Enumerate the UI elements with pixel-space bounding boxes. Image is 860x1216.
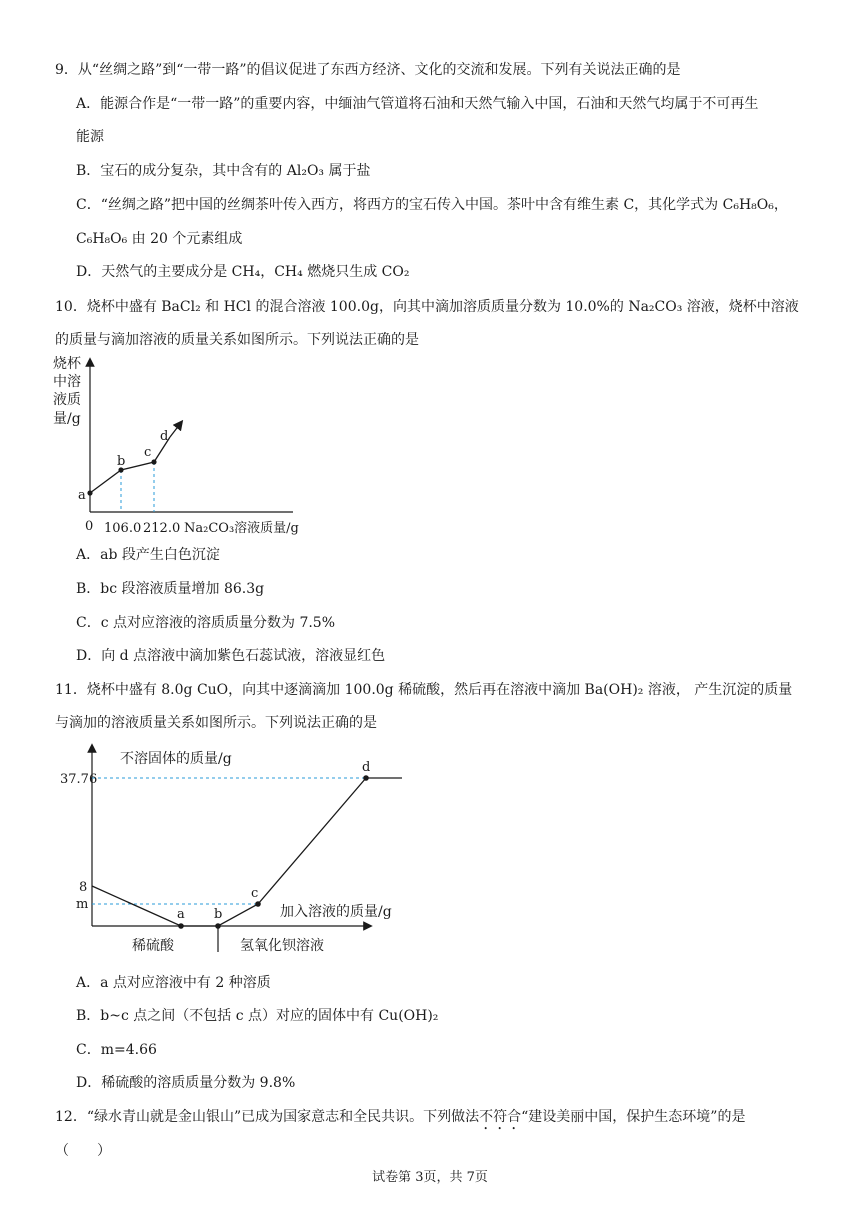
q11-point-a <box>178 923 184 929</box>
q10-option-a: A．ab 段产生白色沉淀 <box>76 547 220 563</box>
q11-label-a: a <box>177 907 185 922</box>
q11-label-b: b <box>214 907 223 922</box>
q11-label-d: d <box>362 760 371 775</box>
q12-answer-paren: （ ） <box>55 1143 111 1159</box>
q12-stem-post: “建设美丽中国，保护生态环境”的是 <box>521 1109 746 1125</box>
q9-option-a: A．能源合作是“一带一路”的重要内容，中缅油气管道将石油和天然气输入中国，石油和天然气均属于不可再生 <box>76 96 759 112</box>
q10-label-c: c <box>144 445 152 460</box>
q10-option-c: C．c 点对应溶液的溶质质量分数为 7.5% <box>76 615 336 631</box>
q10-curve-arrow <box>170 424 180 437</box>
q10-label-d: d <box>160 429 169 444</box>
q9-option-b: B．宝石的成分复杂，其中含有的 Al₂O₃ 属于盐 <box>76 163 371 179</box>
q10-ylabel-line: 量/g <box>53 411 81 427</box>
q10-option-d: D．向 d 点溶液中滴加紫色石蕊试液，溶液显红色 <box>76 648 386 664</box>
q11-label-c: c <box>251 886 259 901</box>
q11-option-b: B．b~c 点之间（不包括 c 点）对应的固体中有 Cu(OH)₂ <box>76 1008 439 1024</box>
q11-chart <box>60 740 415 962</box>
q10-label-b: b <box>117 454 126 469</box>
q10-xtick-106: 106.0 <box>104 521 142 536</box>
q11-ytick-37: 37.76 <box>60 772 98 787</box>
q9-stem: 9．从“丝绸之路”到“一带一路”的倡议促进了东西方经济、文化的交流和发展。下列有关说法正确的是 <box>55 62 681 78</box>
q9-option-a-cont: 能源 <box>76 129 104 145</box>
page-footer: 试卷第 3页，共 7页 <box>372 1170 488 1185</box>
q11-point-d <box>363 775 369 781</box>
q10-curve <box>90 437 170 493</box>
q11-ytick-8: 8 <box>79 880 88 895</box>
q10-stem: 10．烧杯中盛有 BaCl₂ 和 HCl 的混合溶液 100.0g，向其中滴加溶质质量分数为 10.0%的 Na₂CO₃ 溶液，烧杯中溶液 <box>55 299 799 315</box>
q10-y-axis-label <box>53 355 82 427</box>
q10-point-c <box>151 459 156 464</box>
q12-stem-pre: 12．“绿水青山就是金山银山”已成为国家意志和全民共识。下列做法 <box>55 1109 480 1125</box>
q11-ytick-m: m <box>76 897 89 912</box>
q10-ylabel-line: 烧杯 <box>53 356 81 372</box>
q11-region-baoh: 氢氧化钡溶液 <box>240 938 324 954</box>
q10-origin-label: 0 <box>85 519 94 534</box>
q10-option-b: B．bc 段溶液质量增加 86.3g <box>76 581 265 597</box>
q10-ylabel-line: 中溶 <box>53 374 81 390</box>
q10-point-a <box>87 490 92 495</box>
q9-option-c: C．“丝绸之路”把中国的丝绸茶叶传入西方，将西方的宝石传入中国。茶叶中含有维生素 C，其化学式为 C₆H₈O₆， <box>76 197 788 213</box>
q12-stem <box>55 1107 745 1133</box>
q10-x-axis-label: Na₂CO₃溶液质量/g <box>184 521 299 536</box>
q12-stem-emphasis: 不符合 <box>479 1109 522 1125</box>
q10-xtick-212: 212.0 <box>143 521 181 536</box>
q10-label-a: a <box>78 488 86 503</box>
q9-option-c-cont: C₆H₈O₆ 由 20 个元素组成 <box>76 231 243 247</box>
q11-option-c: C．m=4.66 <box>76 1042 157 1058</box>
q11-point-b <box>215 923 221 929</box>
q10-stem-cont: 的质量与滴加溶液的质量关系如图所示。下列说法正确的是 <box>55 332 419 348</box>
q11-region-acid: 稀硫酸 <box>132 938 174 954</box>
q11-y-axis-label: 不溶固体的质量/g <box>120 751 232 767</box>
q11-stem-cont: 与滴加的溶液质量关系如图所示。下列说法正确的是 <box>55 715 377 731</box>
q10-ylabel-line: 液质 <box>53 392 81 408</box>
q11-stem: 11．烧杯中盛有 8.0g CuO，向其中逐滴滴加 100.0g 稀硫酸，然后再在溶液中滴加 Ba(OH)₂ 溶液， 产生沉淀的质量 <box>55 682 793 698</box>
q11-point-c <box>255 901 261 907</box>
q10-chart <box>48 352 318 540</box>
q11-option-d: D．稀硫酸的溶质质量分数为 9.8% <box>76 1075 296 1091</box>
q9-option-d: D．天然气的主要成分是 CH₄，CH₄ 燃烧只生成 CO₂ <box>76 264 410 280</box>
q11-x-axis-label: 加入溶液的质量/g <box>280 904 392 920</box>
q11-option-a: A．a 点对应溶液中有 2 种溶质 <box>76 975 271 991</box>
